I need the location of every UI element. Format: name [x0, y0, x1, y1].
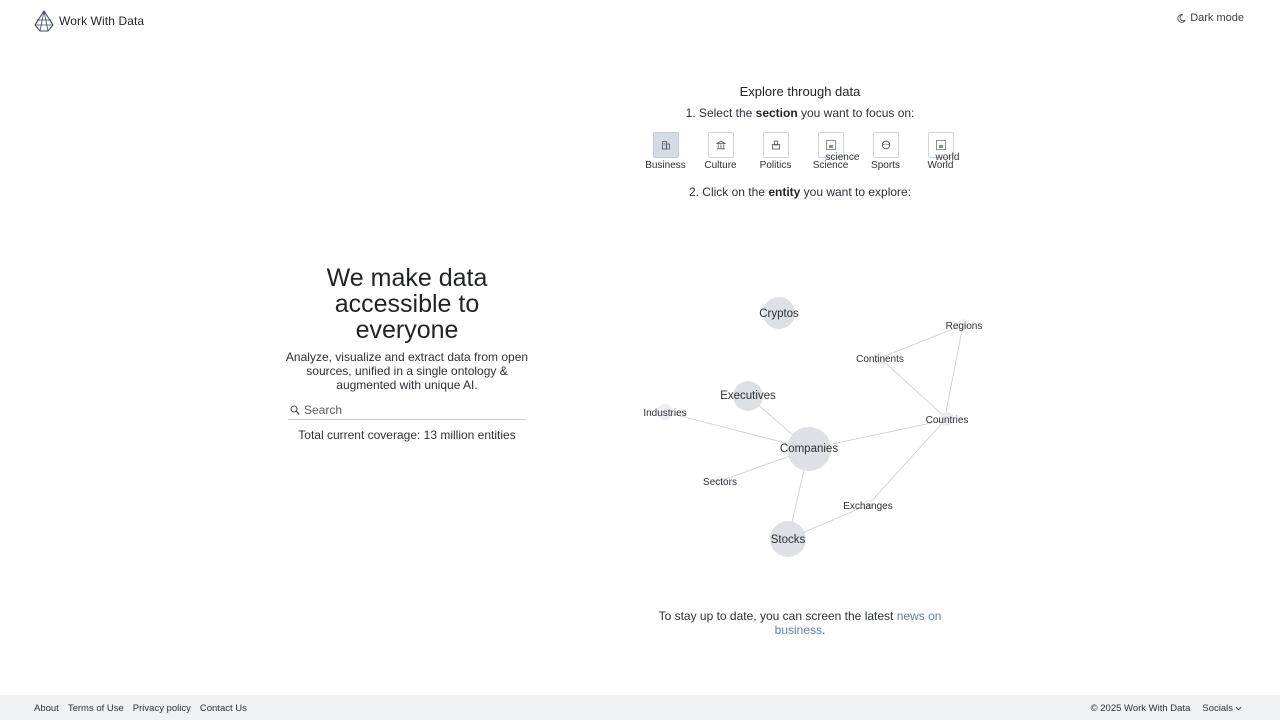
logo-icon [34, 10, 54, 32]
ballot-box-icon [771, 140, 781, 150]
section-science[interactable] [803, 132, 858, 171]
node-label-executives[interactable]: Executives [720, 390, 776, 402]
edge-exchanges-countries [868, 420, 945, 505]
section-sports[interactable] [858, 132, 913, 171]
explore-title: Explore through data [739, 84, 861, 99]
footer-link-about[interactable]: About [34, 703, 59, 714]
node-label-continents[interactable]: Continents [856, 354, 904, 365]
building-icon [661, 140, 671, 150]
section-label: Sports [871, 160, 900, 171]
footer-link-contact[interactable]: Contact Us [199, 703, 247, 714]
node-label-stocks[interactable]: Stocks [770, 534, 806, 546]
hero-section [282, 265, 532, 392]
brand-logo-link[interactable] [34, 10, 144, 32]
museum-icon [716, 140, 726, 150]
image-alt-text: world [935, 152, 960, 163]
section-label: Politics [759, 160, 792, 171]
section-world[interactable] [913, 132, 968, 171]
node-label-companies[interactable]: Companies [779, 443, 839, 455]
step-2-instruction: 2. Click on the entity you want to explore: [688, 185, 912, 199]
step-1-instruction: 1. Select the section you want to focus on: [685, 106, 915, 120]
node-label-countries[interactable]: Countries [925, 415, 969, 426]
copyright: © 2025 Work With Data [1090, 703, 1191, 714]
news-line: To stay up to date, you can screen the latest news on business. [658, 609, 942, 637]
footer-link-terms[interactable]: Terms of Use [67, 703, 124, 714]
edge-continents-countries [880, 358, 945, 417]
dark-mode-toggle[interactable] [1177, 12, 1244, 24]
coverage-text: Total current coverage: 13 million entities [298, 428, 516, 442]
chevron-down-icon [1235, 705, 1242, 712]
entity-graph [630, 285, 1000, 575]
node-label-sectors[interactable]: Sectors [703, 477, 737, 488]
section-label: Science [812, 160, 849, 171]
footer-link-privacy[interactable]: Privacy policy [132, 703, 191, 714]
socials-dropdown[interactable] [1202, 703, 1242, 714]
hero-subtitle: Analyze, visualize and extract data from open sources, unified in a single ontology & augmented with unique AI. [285, 350, 529, 392]
search-input[interactable] [304, 403, 514, 417]
image-alt-text: science [825, 152, 860, 163]
entity-graph-svg [630, 285, 1000, 575]
hero-title: We make data accessible to everyone [326, 264, 488, 344]
broken-image-icon [826, 140, 836, 150]
section-business[interactable] [638, 132, 693, 171]
node-label-industries[interactable]: Industries [643, 408, 687, 419]
moon-icon [1177, 14, 1186, 23]
dark-mode-label: Dark mode [1190, 12, 1244, 24]
node-label-cryptos[interactable]: Cryptos [759, 308, 799, 320]
node-label-regions[interactable]: Regions [945, 321, 983, 332]
news-link[interactable]: news on business [774, 609, 942, 637]
section-label: World [927, 160, 954, 171]
brand-name: Work With Data [59, 14, 145, 28]
section-label: Business [645, 160, 686, 171]
ball-icon [881, 140, 891, 150]
footer [0, 695, 1280, 720]
search-bar [288, 400, 526, 420]
section-label: Culture [704, 160, 737, 171]
section-culture[interactable] [693, 132, 748, 171]
broken-image-icon [936, 140, 946, 150]
edge-regions-countries [945, 325, 963, 417]
search-icon [290, 405, 300, 415]
socials-label: Socials [1202, 703, 1233, 714]
node-label-exchanges[interactable]: Exchanges [843, 501, 893, 512]
section-politics[interactable] [748, 132, 803, 171]
section-selector [638, 132, 968, 171]
